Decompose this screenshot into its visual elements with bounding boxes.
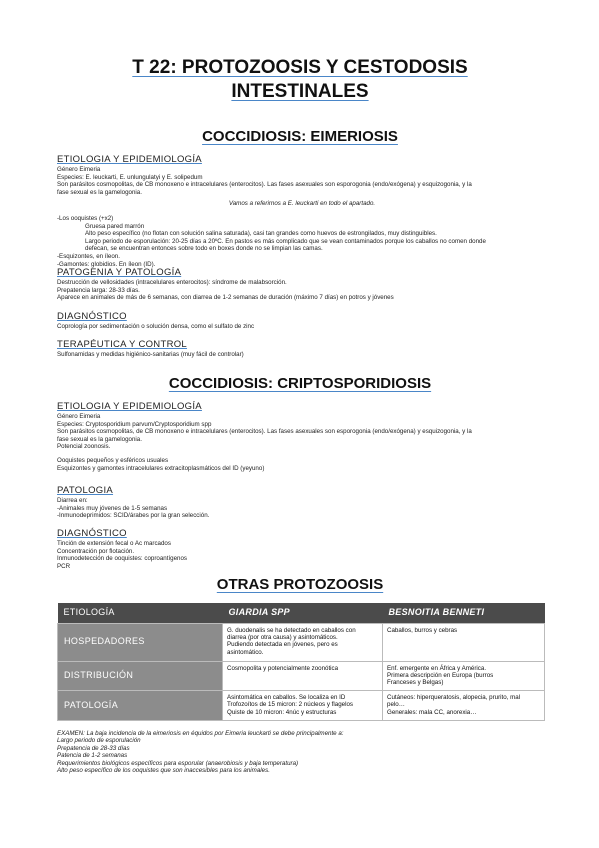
text-line: Género Eimeria: [57, 413, 101, 420]
text-line: Prepatencia larga: 28-33 días.: [57, 286, 140, 294]
text-line: Tinción de extensión fecal o Ac marcados: [57, 540, 171, 547]
cripto-diagnostico-body: [57, 540, 547, 570]
eimeriosis-patogenia-body: [57, 279, 547, 302]
text-line: Alto peso específico de los ooquistes que son inaccesibles para los animales.: [57, 767, 270, 775]
document-title-line1: T 22: PROTOZOOSIS Y CESTODOSIS: [132, 57, 468, 78]
section-heading-eimeriosis: COCCIDIOSIS: EIMERIOSIS: [202, 128, 398, 145]
cell-line: diarrea (por otra causa) y asintomáticos.: [227, 633, 338, 641]
cell-besnoitia-patologia: [383, 690, 545, 720]
cell-line: Cutáneos: hiperqueratosis, alopecia, prurito, mal: [387, 693, 521, 701]
eimeriosis-patogenia-title: PATOGENIA Y PATOLOGÍA: [57, 267, 182, 278]
text-line: Largo periodo de esporulación: [57, 737, 141, 745]
cell-line: pelo…: [387, 701, 405, 709]
text-line: -Animales muy jóvenes de 1-5 semanas: [57, 504, 168, 512]
text-line: defecan, se encuentran entonces sobre todo en boxes donde no se limpian las camas.: [85, 245, 323, 253]
row-label-hospedadores: HOSPEDADORES: [58, 623, 223, 661]
text-line: -Gamontes: globidios. En íleon (ID).: [57, 260, 156, 268]
text-line: Especies: Cryptosporidium parvum/Cryptosporidium spp: [57, 420, 212, 428]
table-row: [58, 661, 545, 690]
cripto-patologia-title: PATOLOGIA: [57, 485, 114, 496]
cell-giardia-hospedadores: [223, 623, 383, 661]
eimeriosis-diagnostico-title: DIAGNÓSTICO: [57, 311, 127, 322]
text-line: Ooquistes pequeños y esféricos usuales: [57, 456, 169, 464]
text-line: Especies: E. leuckarti, E. unlungulatyi y E. solipedum: [57, 173, 203, 181]
text-line: Potencial zoonosis.: [57, 443, 111, 451]
text-line: -Esquizontes, en íleon.: [57, 252, 120, 260]
eimeriosis-etiologia-title: ETIOLOGIA Y EPIDEMIOLOGÍA: [57, 154, 202, 165]
cell-line: Trofozoítos de 15 micron: 2 núcleos y flagelos: [227, 701, 353, 709]
text-line: fase sexual es la gamelogonia.: [57, 188, 142, 196]
table-header-besnoitia: BESNOITIA BENNETI: [383, 603, 545, 623]
text-line: Género Eimeria: [57, 166, 101, 173]
text-line: Gruesa pared marrón: [85, 222, 145, 230]
cell-giardia-distribucion: [223, 661, 383, 690]
cell-besnoitia-hospedadores: [383, 623, 545, 661]
eimeriosis-terapeutica-title: TERAPÉUTICA Y CONTROL: [57, 339, 188, 350]
text-line: Prepatencia de 28-33 días: [57, 744, 130, 752]
cripto-etiologia-body: [57, 413, 547, 472]
cripto-diagnostico-title: DIAGNÓSTICO: [57, 528, 127, 539]
text-line: -Inmunodeprimidos: SCID/árabes por la gran selección.: [57, 512, 210, 520]
document-title-line2: INTESTINALES: [231, 81, 369, 102]
text-line: fase sexual es la gamelogonia.: [57, 435, 142, 443]
text-line: Sulfonamidas y medidas higiénico-sanitarias (muy fácil de controlar): [57, 351, 244, 358]
text-line: Destrucción de vellosidades (intracelulares enterocitos): síndrome de malabsorción.: [57, 279, 287, 286]
cell-line: Pudiendo detectada en jóvenes, pero es: [227, 641, 338, 649]
cell-line: Caballos, burros y cebras: [387, 626, 458, 634]
cell-line: Generales: mala CC, anorexia…: [387, 708, 477, 716]
cell-line: Franceses y Belgas): [387, 679, 444, 687]
text-line: Son parásitos cosmopolitas, de CB monoxeno e intracelulares (enterocitos). Las fases asexuales son esporogonia (endo/exógena) y esquizogonia, y la: [57, 428, 472, 436]
text-note: Vamos a referirnos a E. leuckarti en todo el apartado.: [228, 200, 376, 208]
cripto-patologia-body: [57, 497, 547, 520]
text-line: PCR: [57, 562, 71, 570]
cell-besnoitia-distribucion: [383, 661, 545, 690]
table-header-row: [58, 603, 545, 623]
text-line: EXAMEN: La baja incidencia de la eimeriosis en équidos por Eimeria leuckarti se debe principalmente a:: [57, 730, 344, 737]
text-line: Esquizontes y gamontes intracelulares extracitoplasmáticos del ID (yeyuno): [57, 464, 265, 472]
cell-line: Cosmopolita y potencialmente zoonótica: [227, 664, 339, 672]
text-line: -Los ooquistes (+x2): [57, 214, 114, 222]
cell-line: Primera descripción en Europa (burros: [387, 671, 494, 679]
eimeriosis-terapeutica-body: [57, 351, 547, 359]
text-line: Coprología por sedimentación o solución densa, como el sulfato de zinc: [57, 323, 255, 330]
examen-note: [57, 730, 344, 774]
otras-protozoosis-table: [57, 603, 545, 721]
table-header-giardia: GIARDIA SPP: [223, 603, 383, 623]
table-row: [58, 690, 545, 720]
table-row: [58, 623, 545, 661]
text-line: Concentración por flotación.: [57, 547, 135, 555]
text-line: Requerimientos biológicos específicos para esporular (anaerobiosis y baja temperatura): [57, 759, 299, 767]
cell-giardia-patologia: [223, 690, 383, 720]
section-heading-criptosporidiosis: COCCIDIOSIS: CRIPTOSPORIDIOSIS: [168, 375, 432, 392]
text-line: Aparece en animales de más de 6 semanas, con diarrea de 1-2 semanas de duración (máximo 7 días) en potros y jóvenes: [57, 294, 394, 302]
cell-line: Quiste de 10 micron: 4núc y estructuras: [227, 708, 337, 716]
cell-line: G. duodenalis se ha detectado en caballos con: [227, 626, 356, 634]
text-line: Diarrea en:: [57, 497, 88, 504]
text-line: Largo periodo de esporulación: 20-25 días a 20ºC. En pastos es más complicado que se vean contaminados porque los caballos no comen donde: [85, 237, 486, 245]
cell-line: Asintomática en caballos. Se localiza en ID: [227, 693, 346, 701]
section-heading-otras: OTRAS PROTOZOOSIS: [216, 576, 384, 593]
eimeriosis-diagnostico-body: [57, 323, 547, 331]
cripto-etiologia-title: ETIOLOGIA Y EPIDEMIOLOGÍA: [57, 401, 202, 412]
cell-line: Enf. emergente en África y América.: [387, 664, 487, 672]
text-line: Son parásitos cosmopolitas, de CB monoxeno e intracelulares (enterocitos). Las fases asexuales son esporogonia (endo/exógena) y esquizogonia, y la: [57, 181, 472, 189]
row-label-patologia: PATOLOGÍA: [58, 690, 223, 720]
text-line: Alto peso específico (no flotan con solución salina saturada), casi tan grandes como huevos de estrongilados, muy distinguibles.: [85, 230, 437, 238]
row-label-distribucion: DISTRIBUCIÓN: [58, 661, 223, 690]
cell-line: asintomático.: [227, 648, 264, 656]
table-header-etiologia: ETIOLOGÍA: [58, 603, 223, 623]
text-line: Patencia de 1-2 semanas: [57, 752, 128, 760]
text-line: Inmunodetección de ooquistes: coproantígenos: [57, 555, 188, 563]
eimeriosis-etiologia-body: [57, 166, 547, 268]
